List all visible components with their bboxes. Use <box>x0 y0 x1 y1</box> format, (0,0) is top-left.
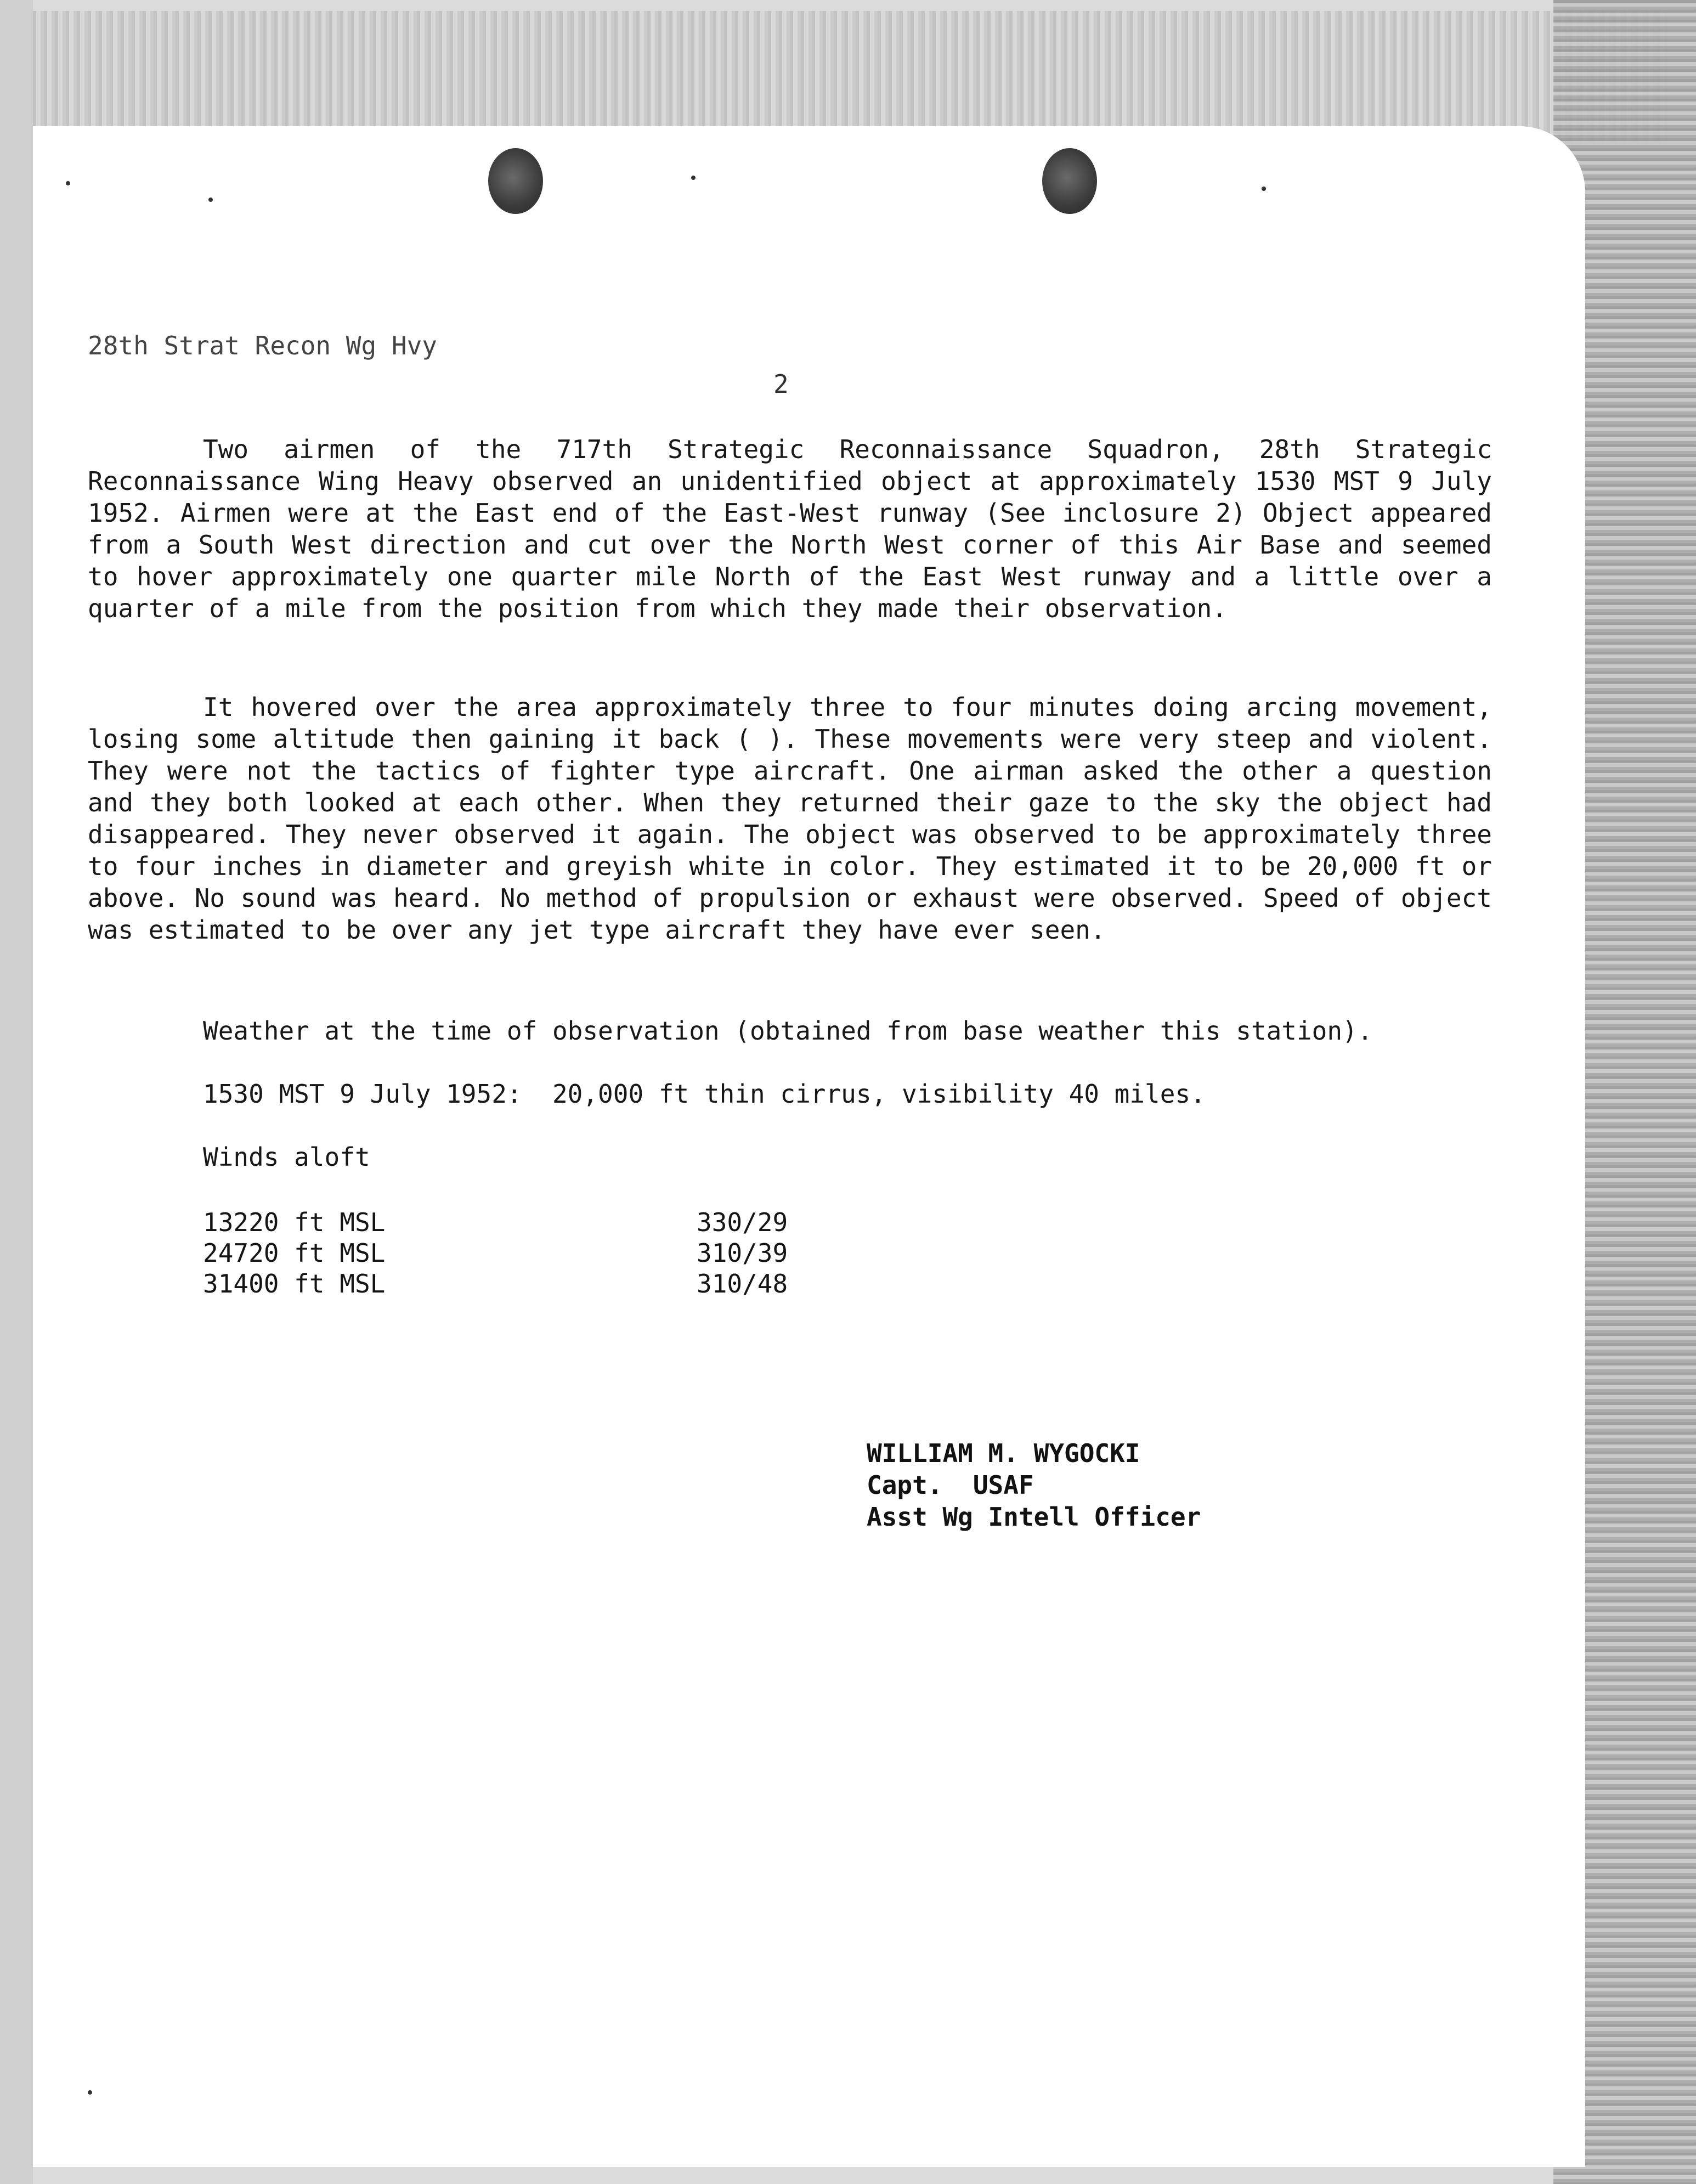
scan-speck <box>208 197 213 202</box>
signature-block <box>867 1437 1201 1533</box>
paragraph-weather-intro: Weather at the time of observation (obtained from base weather this station). <box>203 1016 1373 1046</box>
wind-altitude: 13220 ft MSL <box>203 1207 386 1237</box>
table-row <box>203 1238 788 1268</box>
winds-aloft-table <box>203 1207 788 1299</box>
punch-hole-icon <box>488 148 543 214</box>
page-number: 2 <box>773 369 789 399</box>
weather-observation-line: 1530 MST 9 July 1952: 20,000 ft thin cirrus, visibility 40 miles. <box>203 1079 1206 1109</box>
wind-altitude: 31400 ft MSL <box>203 1269 386 1299</box>
paragraph-observation: Two airmen of the 717th Strategic Reconnaissance Squadron, 28th Strategic Reconnaissance Wing Heavy observed an unidentified object at approximately 1530 MST 9 July 1952. Airmen were at the East end of the East-West runway (See inclosure 2) Object appeared from a South West direction and cut over the North West corner of this Air Base and seemed to hover approximately one quarter mile North of the East West runway and a little over a quarter of a mile from the position from which they made their observation. <box>88 434 1492 623</box>
scan-speck <box>1262 187 1266 191</box>
scan-speck <box>66 181 70 185</box>
table-row <box>203 1268 788 1299</box>
table-row <box>203 1207 788 1238</box>
wind-altitude: 24720 ft MSL <box>203 1238 386 1268</box>
signatory-rank: Capt. USAF <box>867 1470 1034 1500</box>
scan-left-edge <box>0 0 33 2184</box>
document-header-unit: 28th Strat Recon Wg Hvy <box>88 331 437 360</box>
winds-aloft-label: Winds aloft <box>203 1142 370 1172</box>
punch-hole-icon <box>1042 148 1097 214</box>
paragraph-movement: It hovered over the area approximately three to four minutes doing arcing movement, losing some altitude then gaining it back ( ). These movements were very steep and violent. They were not the tactics of fighter type aircraft. One airman asked the other a question and they both looked at each other. When they returned their gaze to the sky the object had disappeared. They never observed it again. The object was observed to be approximately three to four inches in diameter and greyish white in color. They estimated it to be 20,000 ft or above. No sound was heard. No method of propulsion or exhaust were observed. Speed of object was estimated to be over any jet type aircraft they have ever seen. <box>88 692 1492 945</box>
scan-top-smudge <box>33 11 1667 143</box>
signatory-title: Asst Wg Intell Officer <box>867 1502 1201 1532</box>
wind-reading: 310/48 <box>697 1269 788 1299</box>
scan-speck <box>88 2090 92 2095</box>
wind-reading: 310/39 <box>697 1238 788 1268</box>
signatory-name: WILLIAM M. WYGOCKI <box>867 1438 1140 1468</box>
wind-reading: 330/29 <box>697 1207 788 1237</box>
scan-speck <box>691 176 696 180</box>
